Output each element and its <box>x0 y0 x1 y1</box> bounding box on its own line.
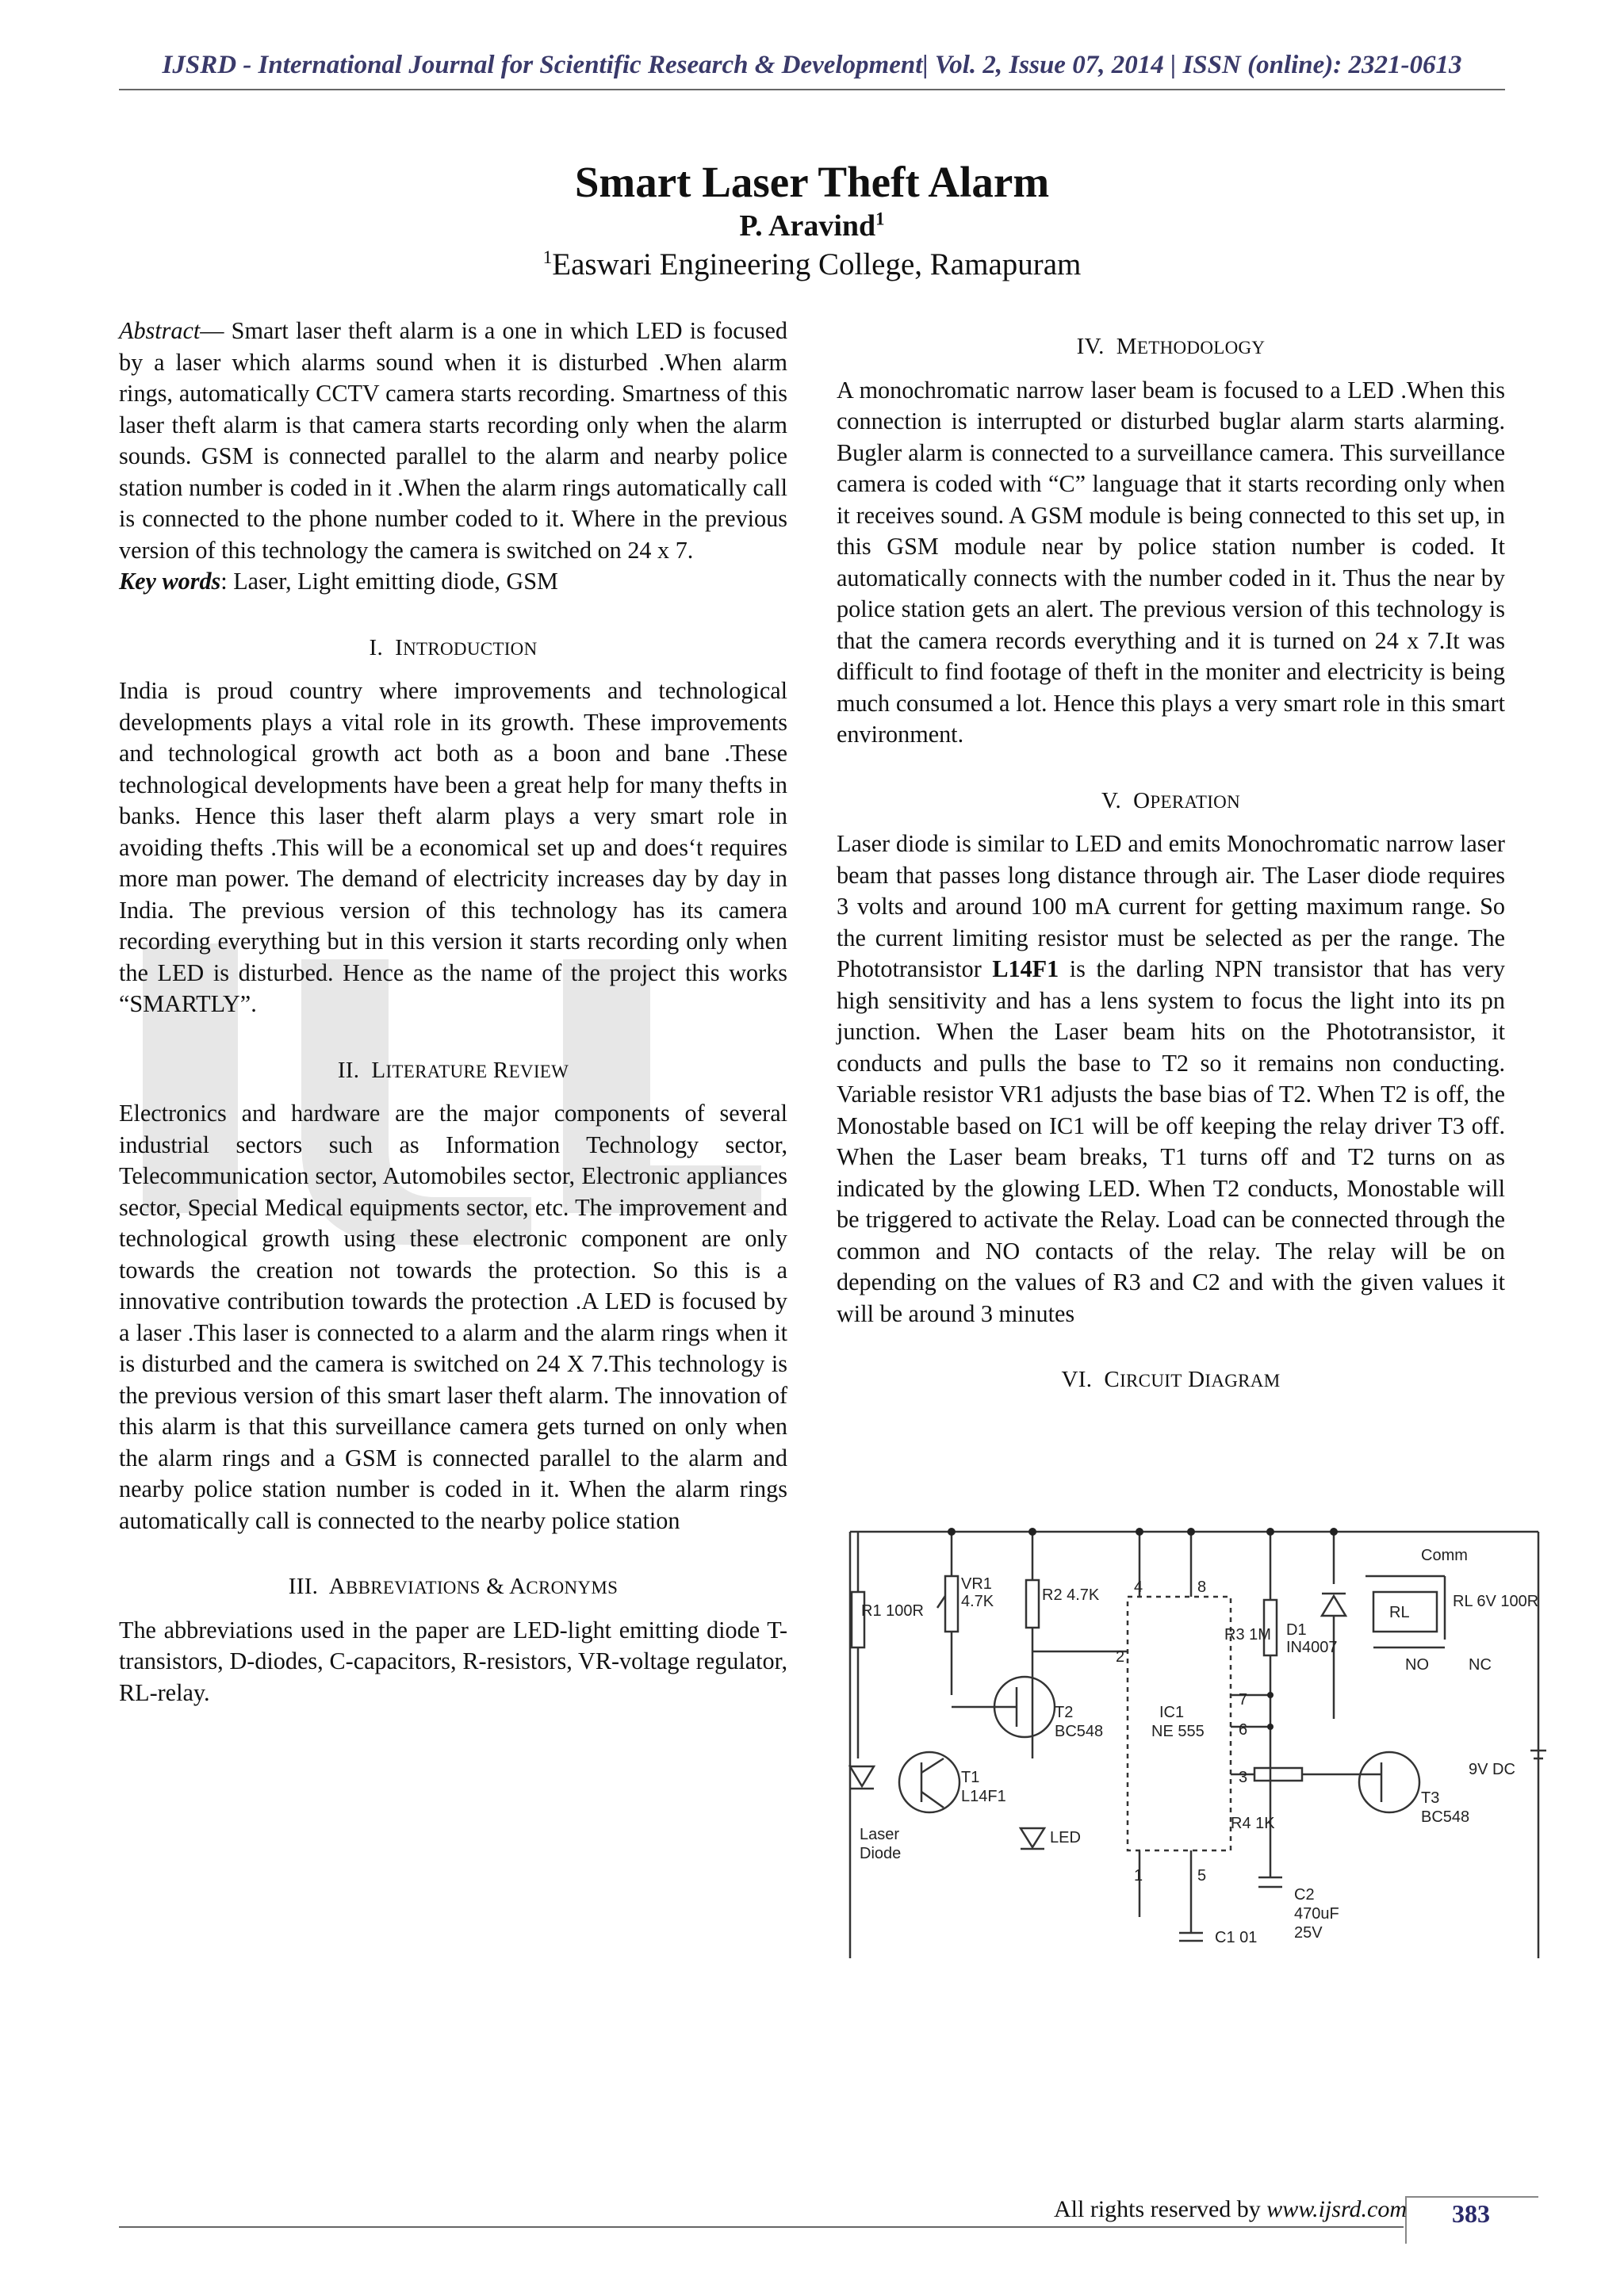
keywords <box>119 566 787 598</box>
keywords-label: Key words <box>119 568 221 595</box>
label-rl-spec: RL 6V 100R <box>1453 1593 1539 1610</box>
page-number: 383 <box>1452 2199 1490 2228</box>
section-heading-circuit-diagram: VI. CIRCUIT DIAGRAM <box>1061 1367 1281 1392</box>
footer-rule <box>119 2226 1404 2228</box>
label-t2-value: BC548 <box>1055 1723 1104 1740</box>
label-t3-value: BC548 <box>1421 1808 1470 1826</box>
label-nc: NC <box>1469 1656 1492 1674</box>
label-9vdc: 9V DC <box>1469 1761 1515 1778</box>
label-t1: T1 <box>961 1769 980 1786</box>
label-pin6: 6 <box>1239 1721 1248 1739</box>
label-comm: Comm <box>1421 1547 1468 1564</box>
label-vr1: VR1 <box>961 1575 992 1593</box>
label-ic1: IC1 <box>1159 1704 1185 1721</box>
introduction-body: India is proud country where improvements and technological developments plays a vital role in its growth. These improvements and technological growth act both as a boon and bane .These technological developments have been a great help for many thefts in banks. Hence this laser theft alarm plays a very smart role in avoiding thefts .This will be a economical set up and does‘t requires more man power. The demand of electricity increases day by day in India. The previous version of this technology has its camera recording everything but in this version it starts recording only when the LED is disturbed. Hence as the name of the project this works “SMARTLY”. <box>119 677 787 1017</box>
label-led: LED <box>1050 1829 1081 1846</box>
keywords-text: : Laser, Light emitting diode, GSM <box>220 568 558 595</box>
header-rule <box>119 89 1505 90</box>
section-heading-abbreviations: III. ABBREVIATIONS & ACRONYMS <box>288 1574 619 1599</box>
label-laser: Laser <box>860 1826 900 1843</box>
label-r4: R4 1K <box>1231 1815 1275 1832</box>
label-pin8: 8 <box>1197 1578 1207 1596</box>
journal-header: IJSRD - International Journal for Scientific Research & Development| Vol. 2, Issue 07, 2014 | ISSN (online): 2321-0613 <box>162 51 1462 79</box>
section-heading-introduction: I. INTRODUCTION <box>369 634 538 660</box>
footer-site-link[interactable]: www.ijsrd.com <box>1266 2196 1407 2222</box>
left-column <box>119 316 787 1709</box>
author-line <box>119 208 1505 244</box>
label-pin1: 1 <box>1134 1867 1143 1885</box>
label-c2-value: 470uF <box>1294 1905 1339 1923</box>
label-diode: Diode <box>860 1845 902 1862</box>
label-pin4: 4 <box>1134 1578 1143 1596</box>
section-heading-literature-review: II. LITERATURE REVIEW <box>337 1057 569 1083</box>
affiliation-sup: 1 <box>542 247 553 268</box>
title-block <box>119 157 1505 285</box>
affiliation-text: Easwari Engineering College, Ramapuram <box>552 247 1082 281</box>
abstract-label: Abstract <box>119 317 201 344</box>
label-no: NO <box>1405 1656 1429 1674</box>
label-t2: T2 <box>1055 1704 1074 1721</box>
right-column <box>837 331 1505 1408</box>
label-pin2: 2 <box>1116 1648 1125 1666</box>
abstract <box>119 316 787 566</box>
literature-review-body: Electronics and hardware are the major components of several industrial sectors such as Information Technology sector, Telecommunication sector, Automobiles sector, Electronic appliances sector, Special Medical equipments sector, etc. The improvement and technological growth using these electronic component are only towards the creation not towards the protection. So this is a innovative contribution towards the protection .A LED is focused by a laser .This laser is connected to a alarm and the alarm rings when it is disturbed and the camera is switched on 24 X 7.This technology is the previous version of this smart laser theft alarm. The innovation of this alarm is that this surveillance camera gets turned on only when the alarm rings and a GSM is connected parallel to the alarm and nearby police station number is coded in it. When the alarm rings automatically call is connected to the nearby police station <box>119 1100 787 1534</box>
label-pin5: 5 <box>1197 1867 1207 1885</box>
label-t1-value: L14F1 <box>961 1788 1006 1805</box>
methodology-body: A monochromatic narrow laser beam is focused to a LED .When this connection is interrupted or disturbed buglar alarm starts alarming. Bugler alarm is connected to a surveillance camera. This surveillance camera is coded with “C” language that it starts recording only when it receives sound. A GSM module is being connected to this set up, in this GSM module near by police station number is coded. It automatically connects with the number coded in it. Thus the near by police station gets an alert. The previous version of this technology is that the camera records everything and it is turned on 24 x 7.It was difficult to find footage of theft in the moniter and electricity is being much consumed a lot. Hence this plays a very smart role in this smart environment. <box>837 376 1505 748</box>
label-c2: C2 <box>1294 1886 1315 1904</box>
label-vr1-value: 4.7K <box>961 1593 994 1610</box>
affiliation <box>119 244 1505 285</box>
label-rl: RL <box>1389 1604 1410 1621</box>
label-c1: C1 01 <box>1215 1929 1258 1946</box>
circuit-diagram <box>842 1521 1546 1958</box>
label-r1: R1 100R <box>861 1602 924 1620</box>
operation-body: Laser diode is similar to LED and emits Monochromatic narrow laser beam that passes long distance through air. The Laser diode requires 3 volts and around 100 mA current for getting maximum range. So the current limiting resistor must be selected as per the range. The Phototransistor L14F1 is the darling NPN transistor that has very high sensitivity and has a lens system to focus the light into its pn junction. When the Laser beam hits on the Phototransistor, it conducts and pulls the base to T2 so it remains non conducting. Variable resistor VR1 adjusts the base bias of T2. When T2 is off, the Monostable based on IC1 will be off keeping the relay driver T3 off. When the Laser beam breaks, T1 turns off and T2 turns on as indicated by the glowing LED. When T2 conducts, Monostable will be triggered to activate the Relay. Load can be connected through the common and NO contacts of the relay. The relay will be on depending on the values of R3 and C2 and with the given values it will be around 3 minutes <box>837 830 1505 1327</box>
label-r2: R2 4.7K <box>1042 1586 1100 1604</box>
footer-rights: All rights reserved by www.ijsrd.com <box>1054 2196 1407 2222</box>
label-r3: R3 1M <box>1224 1626 1271 1644</box>
part-number: L14F1 <box>992 955 1059 982</box>
author-sup: 1 <box>875 209 885 229</box>
label-pin3: 3 <box>1239 1769 1248 1786</box>
abbreviations-body: The abbreviations used in the paper are LED-light emitting diode T-transistors, D-diodes, C-capacitors, R-resistors, VR-voltage regulator, RL-relay. <box>119 1616 787 1706</box>
section-heading-methodology: IV. METHODOLOGY <box>1076 334 1266 359</box>
author-name: P. Aravind <box>739 209 876 243</box>
paper-title: Smart Laser Theft Alarm <box>574 158 1050 206</box>
label-d1: D1 <box>1286 1621 1307 1639</box>
abstract-text: — Smart laser theft alarm is a one in which LED is focused by a laser which alarms sound when it is disturbed .When alarm rings, automatically CCTV camera starts recording. Smartness of this laser theft alarm is that camera starts recording only when the alarm sounds. GSM is connected parallel to the alarm and nearby police station number is coded in it .When the alarm rings automatically call is connected to the phone number coded to it. Where in the previous version of this technology the camera is switched on 24 x 7. <box>119 317 787 564</box>
label-d1-value: IN4007 <box>1286 1639 1338 1656</box>
label-c2-voltage: 25V <box>1294 1924 1323 1942</box>
label-t3: T3 <box>1421 1789 1440 1807</box>
label-pin7: 7 <box>1239 1691 1248 1709</box>
section-heading-operation: V. OPERATION <box>1101 787 1240 813</box>
label-ic1-value: NE 555 <box>1151 1723 1205 1740</box>
